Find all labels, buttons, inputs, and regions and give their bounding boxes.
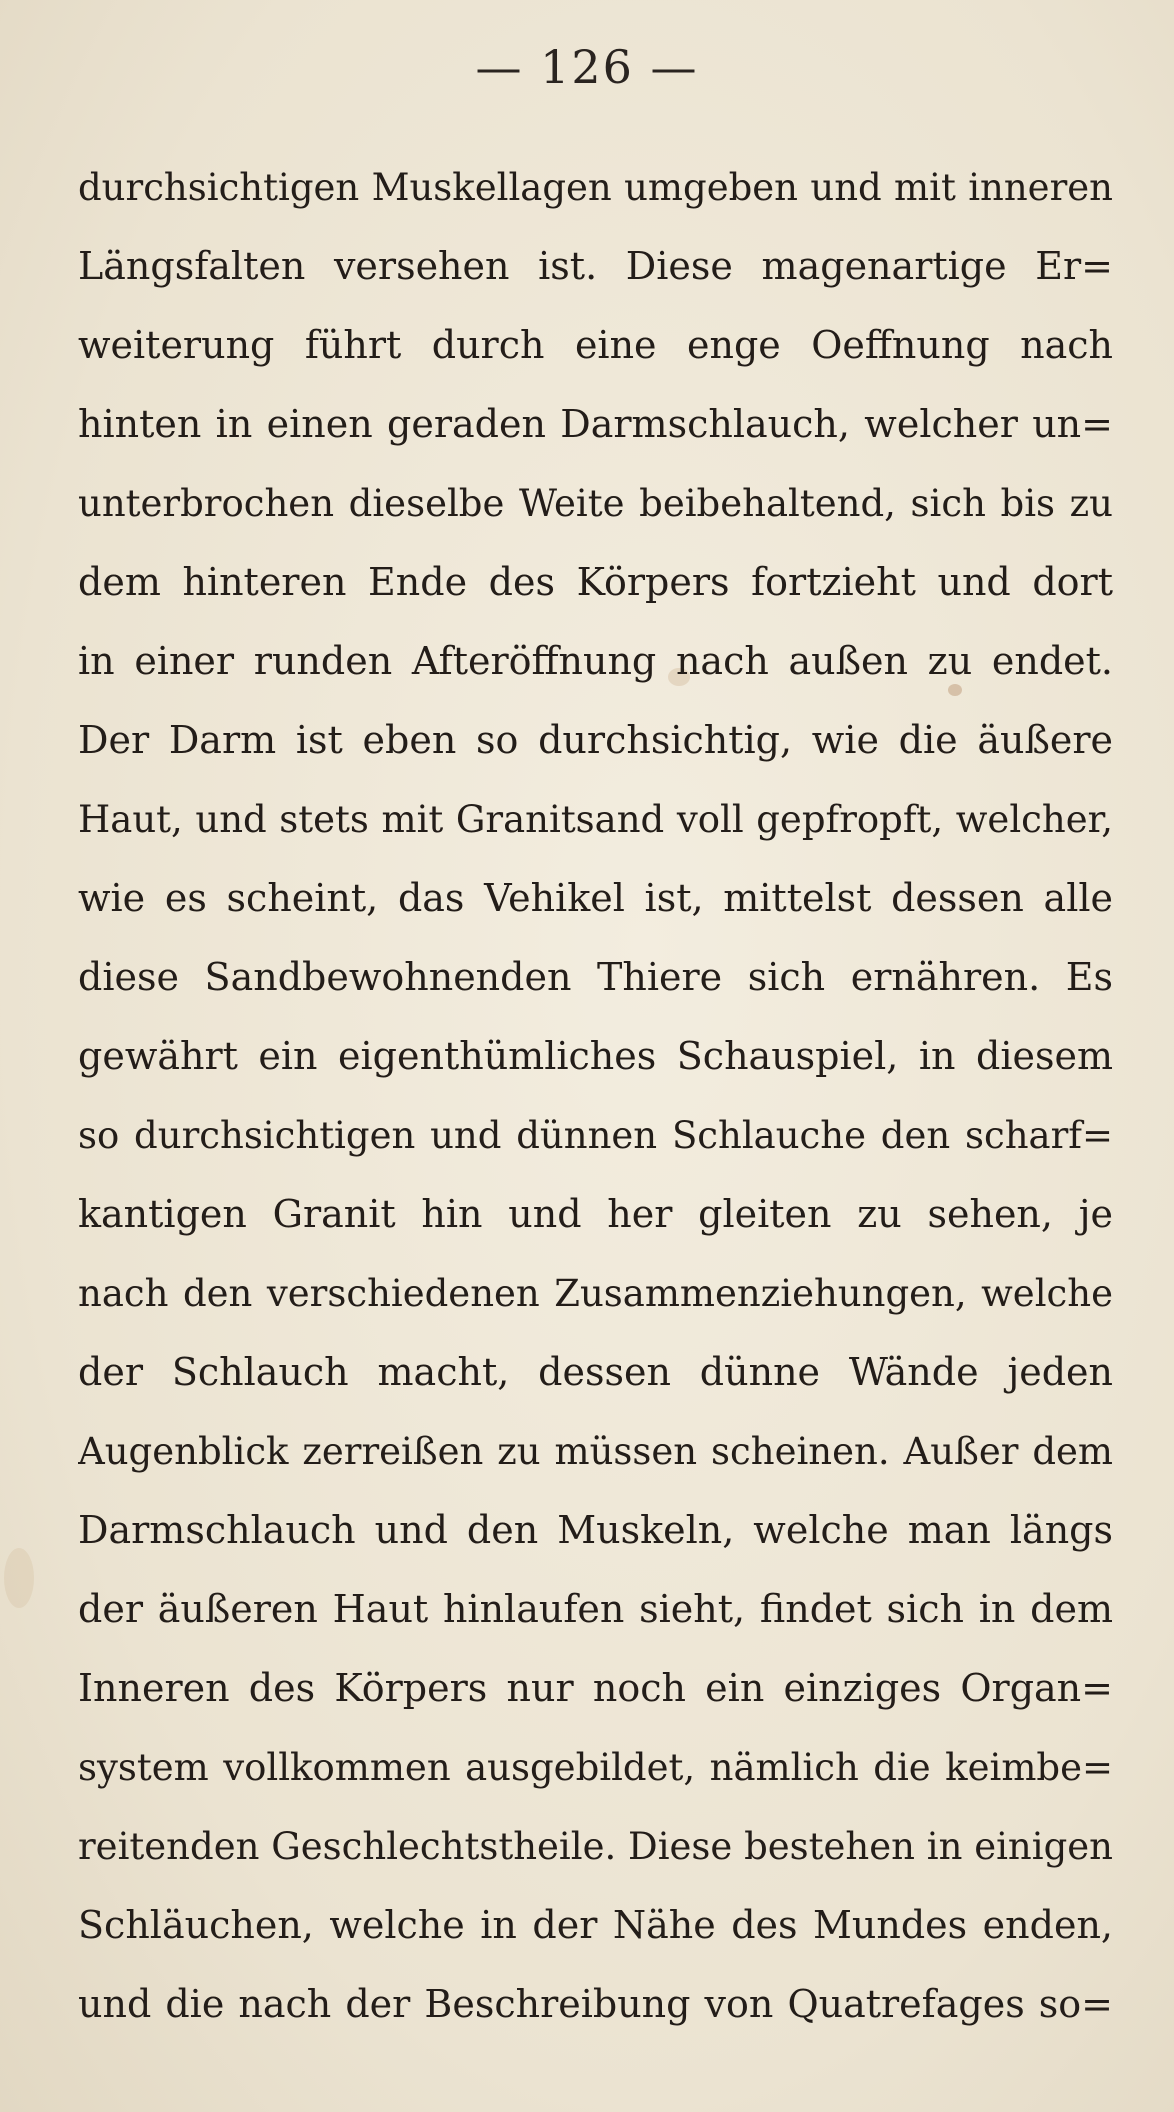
text-line: kantigen Granit hin und her gleiten zu sehen, je [78,1192,1113,1236]
text-line: Augenblick zerreißen zu müssen scheinen. Außer dem [78,1430,1113,1473]
text-line: Haut, und stets mit Granitsand voll gepfropft, welcher, [78,798,1113,841]
text-line: wie es scheint, das Vehikel ist, mittelst dessen alle [78,876,1113,920]
text-line: durchsichtigen Muskellagen umgeben und mit inneren [78,166,1113,209]
text-line: Längsfalten versehen ist. Diese magenartige Er= [78,244,1113,288]
text-line: weiterung führt durch eine enge Oeffnung nach [78,323,1113,367]
text-line: dem hinteren Ende des Körpers fortzieht und dort [78,560,1113,604]
text-line: Der Darm ist eben so durchsichtig, wie die äußere [78,718,1113,762]
text-line: reitenden Geschlechtstheile. Diese bestehen in einigen [78,1825,1113,1868]
text-line: unterbrochen dieselbe Weite beibehaltend, sich bis zu [78,482,1113,525]
page-number: — 126 — [475,40,699,94]
text-line: gewährt ein eigenthümliches Schauspiel, in diesem [78,1034,1113,1078]
text-line: diese Sandbewohnenden Thiere sich ernähren. Es [78,955,1113,999]
text-line: so durchsichtigen und dünnen Schlauche den scharf= [78,1114,1113,1157]
text-line: hinten in einen geraden Darmschlauch, welcher un= [78,402,1113,446]
body-text [78,148,1113,2044]
text-line: und die nach der Beschreibung von Quatrefages so= [78,1982,1113,2026]
text-line: der Schlauch macht, dessen dünne Wände jeden [78,1350,1113,1394]
paper-stain [4,1548,34,1608]
text-line: Darmschlauch und den Muskeln, welche man längs [78,1508,1113,1552]
text-line: Schläuchen, welche in der Nähe des Mundes enden, [78,1903,1113,1947]
text-line: Inneren des Körpers nur noch ein einziges Organ= [78,1666,1113,1710]
text-line: der äußeren Haut hinlaufen sieht, findet sich in dem [78,1587,1113,1631]
text-line: system vollkommen ausgebildet, nämlich die keimbe= [78,1746,1113,1789]
text-line: nach den verschiedenen Zusammenziehungen, welche [78,1272,1113,1315]
text-line: in einer runden Afteröffnung nach außen zu endet. [78,639,1113,683]
